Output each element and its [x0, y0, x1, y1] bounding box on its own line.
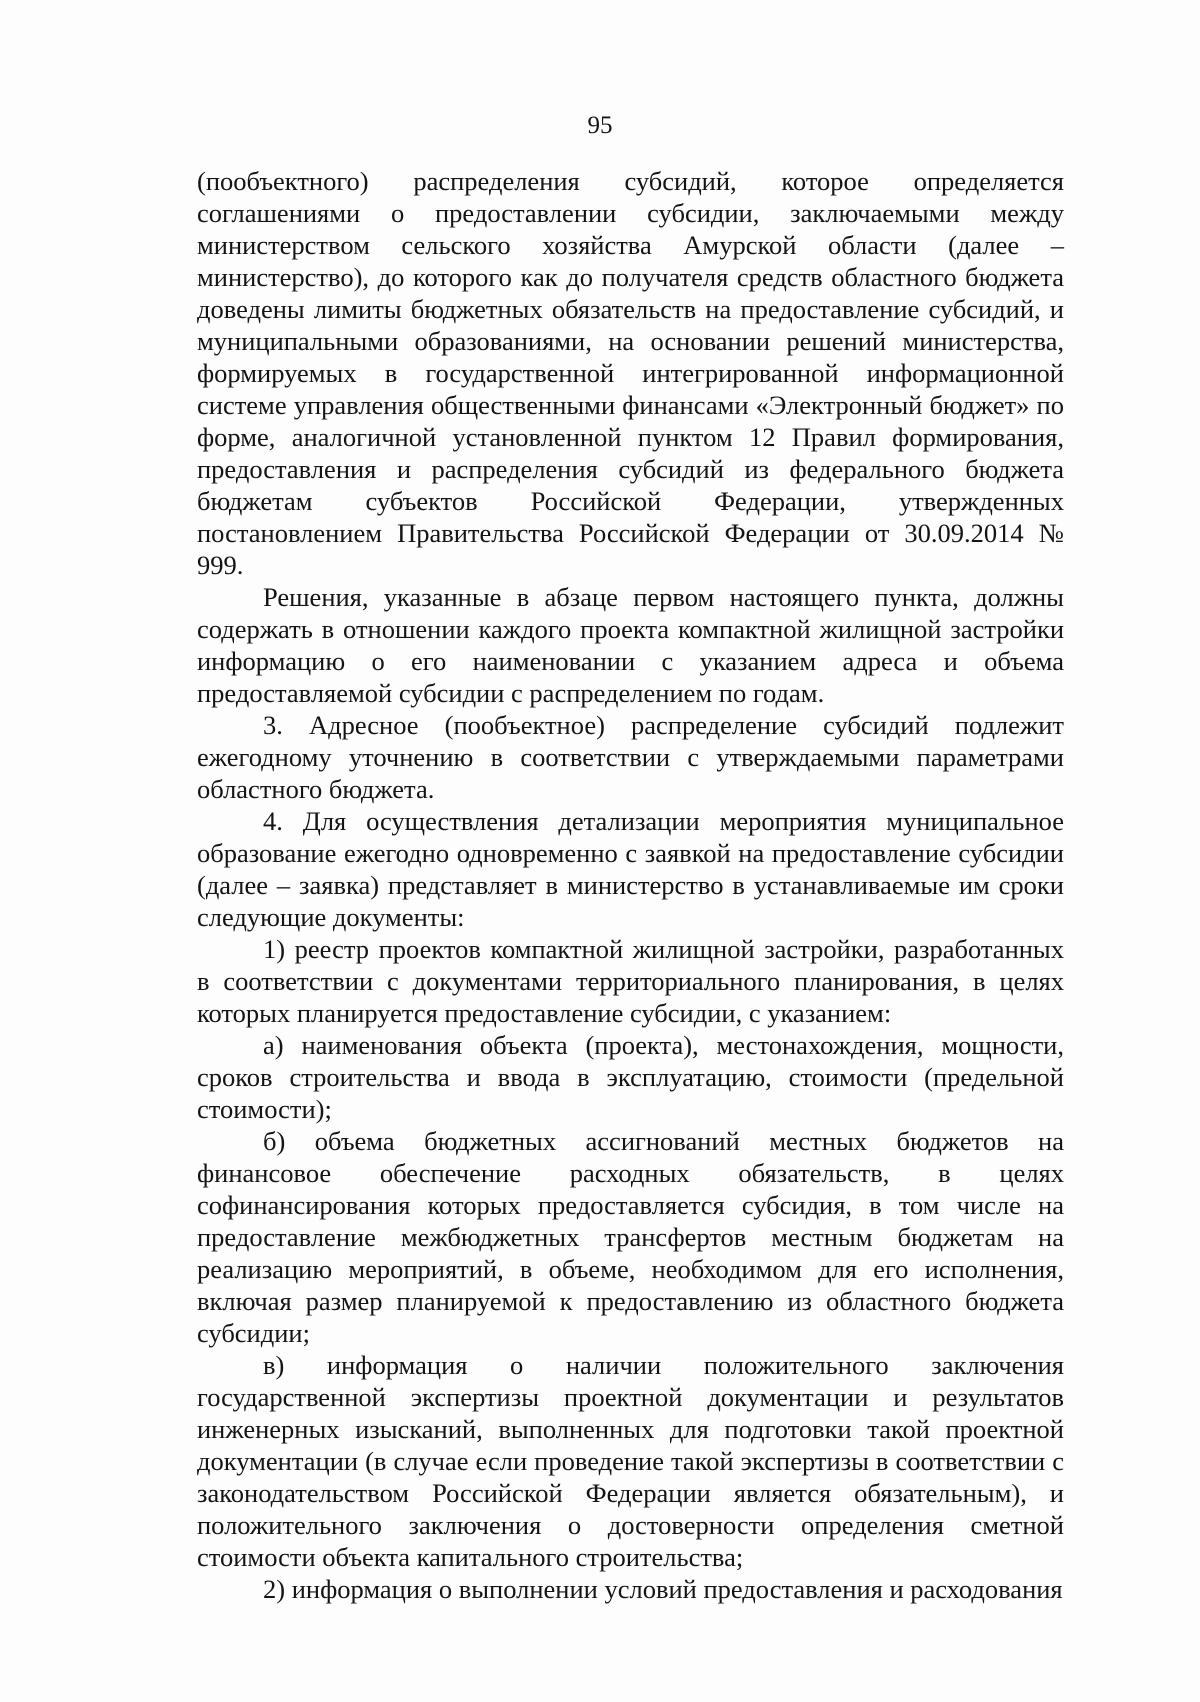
paragraph-item-4: 4. Для осуществления детализации мероприятия муниципальное образование ежегодно одновременно с заявкой на предоставление субсидии (далее – заявка) представляет в министерство в устанавливаемые им сроки следующие документы: — [197, 806, 1064, 932]
paragraph-subitem-b: б) объема бюджетных ассигнований местных бюджетов на финансовое обеспечение расходных обязательств, в целях софинансирования которых предоставляется субсидия, в том числе на предоставление межбюджетных трансфертов местным бюджетам на реализацию мероприятий, в объеме, необходимом для его исполнения, включая размер планируемой к предоставлению из областного бюджета субсидии; — [197, 1126, 1064, 1348]
paragraph-item-3: 3. Адресное (пообъектное) распределение субсидий подлежит ежегодному уточнению в соответствии с утверждаемыми параметрами областного бюджета. — [197, 710, 1064, 804]
page-number: 95 — [587, 112, 613, 139]
document-body — [197, 165, 1064, 1605]
paragraph-subitem-v: в) информация о наличии положительного заключения государственной экспертизы проектной документации и результатов инженерных изысканий, выполненных для подготовки такой проектной документации (в случае если проведение такой экспертизы в соответствии с законодательством Российской Федерации является обязательным), и положительного заключения о достоверности определения сметной стоимости объекта капитального строительства; — [197, 1350, 1064, 1572]
paragraph-subitem-a: а) наименования объекта (проекта), местонахождения, мощности, сроков строительства и ввода в эксплуатацию, стоимости (предельной стоимости); — [197, 1030, 1064, 1124]
paragraph-subitem-2: 2) информация о выполнении условий предоставления и расходования — [263, 1574, 1063, 1604]
paragraph-continuation: (пообъектного) распределения субсидий, которое определяется соглашениями о предоставлении субсидии, заключаемыми между министерством сельского хозяйства Амурской области (далее – министерство), до которого как до получателя средств областного бюджета доведены лимиты бюджетных обязательств на предоставление субсидий, и муниципальными образованиями, на основании решений министерства, формируемых в государственной интегрированной информационной системе управления общественными финансами «Электронный бюджет» по форме, аналогичной установленной пунктом 12 Правил формирования, предоставления и распределения субсидий из федерального бюджета бюджетам субъектов Российской Федерации, утвержденных постановлением Правительства Российской Федерации от 30.09.2014 № 999. — [197, 166, 1064, 580]
paragraph-subitem-1: 1) реестр проектов компактной жилищной застройки, разработанных в соответствии с документами территориального планирования, в целях которых планируется предоставление субсидии, с указанием: — [197, 934, 1064, 1028]
paragraph-decisions: Решения, указанные в абзаце первом настоящего пункта, должны содержать в отношении каждого проекта компактной жилищной застройки информацию о его наименовании с указанием адреса и объема предоставляемой субсидии с распределением по годам. — [197, 582, 1064, 708]
